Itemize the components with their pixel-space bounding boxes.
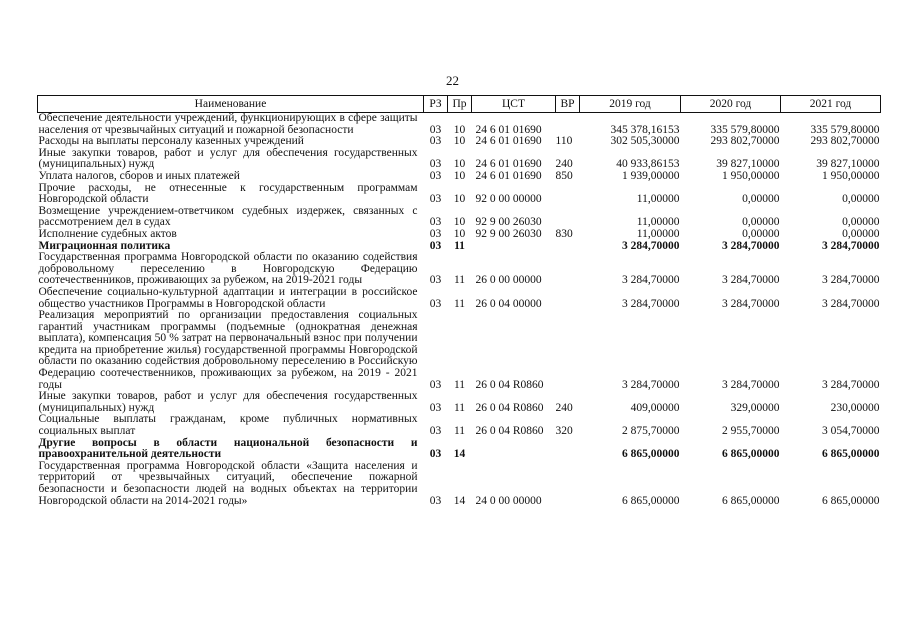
table-row <box>38 206 881 229</box>
row-name: Государственная программа Новгородской области по оказанию содействия добровольному переселению в Новгородскую Федерацию соотечественников, проживающих за рубежом, на 2019-2021 годы <box>38 251 418 287</box>
row-vr <box>556 461 580 507</box>
row-name: Обеспечение деятельности учреждений, функционирующих в сфере защиты населения от чрезвычайных ситуаций и пожарной безопасности <box>38 112 418 136</box>
row-value-2020: 3 284,70000 <box>722 274 780 287</box>
row-value-2020: 0,00000 <box>742 216 780 229</box>
row-value-2020: 3 284,70000 <box>722 378 780 391</box>
row-pr: 10 <box>453 193 466 206</box>
row-cst: 24 6 01 01690 <box>475 135 542 148</box>
row-value-2019: 3 284,70000 <box>622 274 680 287</box>
row-pr: 11 <box>454 239 465 252</box>
column-header-cst: ЦСТ <box>472 96 556 113</box>
row-name: Прочие расходы, не отнесенные к государственным программам Новгородской области <box>38 181 418 206</box>
row-name: Исполнение судебных актов <box>38 227 177 240</box>
row-value-2021: 3 284,70000 <box>822 378 880 391</box>
row-vr: 240 <box>555 401 573 414</box>
row-pr: 11 <box>453 401 466 414</box>
row-rz: 03 <box>429 216 442 229</box>
row-value-2021: 230,00000 <box>830 401 880 414</box>
row-rz: 03 <box>429 274 442 287</box>
budget-table <box>37 95 881 507</box>
table-row <box>38 171 881 183</box>
table-row <box>38 461 881 507</box>
row-value-2021: 293 802,70000 <box>810 135 880 148</box>
row-rz: 03 <box>429 378 442 391</box>
row-cst: 92 0 00 00000 <box>475 193 542 206</box>
column-header-name: Наименование <box>38 96 424 113</box>
table-row <box>38 113 881 137</box>
row-rz: 03 <box>429 227 442 240</box>
row-value-2020: 3 284,70000 <box>722 297 780 310</box>
row-name: Расходы на выплаты персоналу казенных учреждений <box>38 135 304 148</box>
row-cst: 26 0 04 00000 <box>475 297 542 310</box>
row-rz: 03 <box>429 193 442 206</box>
table-header-row <box>38 96 881 113</box>
row-pr: 14 <box>453 494 466 507</box>
row-value-2020: 6 865,00000 <box>722 448 780 461</box>
row-vr <box>556 183 580 206</box>
table-row <box>38 438 881 461</box>
row-vr <box>556 113 580 137</box>
row-vr <box>556 252 580 287</box>
row-name: Государственная программа Новгородской области «Защита населения и территорий от чрезвычайных ситуаций, обеспечение пожарной безопасности и безопасности людей на водных объектах на территории Новгородской области на 2014-2021 годы» <box>38 459 418 507</box>
row-value-2020: 0,00000 <box>742 227 780 240</box>
row-rz: 03 <box>429 239 442 252</box>
row-value-2019: 409,00000 <box>630 401 680 414</box>
column-header-2019: 2019 год <box>580 96 681 113</box>
table-row <box>38 229 881 241</box>
table-body <box>38 113 881 508</box>
row-value-2021: 6 865,00000 <box>822 494 880 507</box>
row-vr <box>556 241 580 253</box>
row-name: Реализация мероприятий по организации предоставления социальных гарантий участникам программы (подъемные (однократная денежная выплата), компенсация 50 % затрат на первоначальный взнос при получении кредита на приобретение жилья) государственной программы Новгородской области по оказанию содействия добровольному переселению в Российскую Федерацию соотечественников, проживающих за рубежом, на 2019 - 2021 годы <box>38 309 418 391</box>
row-pr: 11 <box>453 378 466 391</box>
row-value-2020: 3 284,70000 <box>722 239 780 252</box>
row-value-2021: 3 284,70000 <box>822 297 880 310</box>
column-header-2020: 2020 год <box>681 96 781 113</box>
row-value-2020: 1 950,00000 <box>722 169 780 182</box>
row-name: Иные закупки товаров, работ и услуг для обеспечения государственных (муниципальных) нужд <box>38 146 418 171</box>
row-vr: 320 <box>555 425 573 438</box>
row-value-2021: 0,00000 <box>842 216 880 229</box>
row-rz: 03 <box>429 123 442 136</box>
row-cst: 92 9 00 26030 <box>475 216 542 229</box>
column-header-vr: ВР <box>556 96 580 113</box>
row-name: Возмещение учреждением-ответчиком судебных издержек, связанных с рассмотрением дел в судах <box>38 204 418 229</box>
row-value-2019: 40 933,86153 <box>616 158 680 171</box>
row-value-2019: 345 378,16153 <box>610 123 680 136</box>
row-value-2021: 0,00000 <box>842 227 880 240</box>
row-rz: 03 <box>429 425 442 438</box>
row-rz: 03 <box>429 135 442 148</box>
row-value-2019: 11,00000 <box>636 216 680 229</box>
table-row <box>38 310 881 391</box>
row-value-2021: 335 579,80000 <box>810 123 880 136</box>
row-rz: 03 <box>429 169 442 182</box>
row-cst: 26 0 00 00000 <box>475 274 542 287</box>
row-cst: 24 0 00 00000 <box>475 494 542 507</box>
row-value-2021: 1 950,00000 <box>822 169 880 182</box>
row-vr <box>556 206 580 229</box>
row-value-2019: 11,00000 <box>636 227 680 240</box>
row-pr: 10 <box>453 135 466 148</box>
row-rz: 03 <box>429 158 442 171</box>
row-pr: 10 <box>453 169 466 182</box>
column-header-2021: 2021 год <box>781 96 881 113</box>
row-value-2019: 2 875,70000 <box>622 425 680 438</box>
row-value-2019: 302 505,30000 <box>610 135 680 148</box>
row-name: Иные закупки товаров, работ и услуг для обеспечения государственных (муниципальных) нужд <box>38 390 418 414</box>
row-name: Обеспечение социально-культурной адаптации и интеграции в российское общество участников Программы в Новгородской области <box>38 285 418 310</box>
row-value-2019: 3 284,70000 <box>622 378 680 391</box>
row-cst: 24 6 01 01690 <box>475 123 542 136</box>
row-cst <box>472 438 556 461</box>
row-rz: 03 <box>429 494 442 507</box>
row-vr: 110 <box>555 135 573 148</box>
table-row <box>38 287 881 310</box>
row-value-2019: 1 939,00000 <box>622 169 680 182</box>
row-cst <box>472 241 556 253</box>
row-pr: 10 <box>453 227 466 240</box>
row-vr: 850 <box>555 169 573 182</box>
row-value-2021: 3 054,70000 <box>822 425 880 438</box>
row-pr: 11 <box>453 297 466 310</box>
row-rz: 03 <box>429 297 442 310</box>
row-cst: 24 6 01 01690 <box>475 158 542 171</box>
row-rz: 03 <box>429 448 442 461</box>
row-name: Другие вопросы в области национальной безопасности и правоохранительной деятельности <box>38 436 418 461</box>
row-value-2020: 6 865,00000 <box>722 494 780 507</box>
row-vr: 240 <box>555 158 573 171</box>
row-value-2020: 293 802,70000 <box>710 135 780 148</box>
row-name: Социальные выплаты гражданам, кроме публичных нормативных социальных выплат <box>38 413 418 438</box>
row-vr: 830 <box>555 227 573 240</box>
row-cst: 26 0 04 R0860 <box>475 401 544 414</box>
row-value-2021: 3 284,70000 <box>822 274 880 287</box>
row-value-2019: 3 284,70000 <box>622 297 680 310</box>
table-row <box>38 183 881 206</box>
row-value-2020: 0,00000 <box>742 193 780 206</box>
row-value-2021: 0,00000 <box>842 193 880 206</box>
row-vr <box>556 438 580 461</box>
row-value-2019: 6 865,00000 <box>622 448 680 461</box>
row-name: Уплата налогов, сборов и иных платежей <box>38 169 240 182</box>
table-row <box>38 391 881 414</box>
row-value-2019: 3 284,70000 <box>622 239 680 252</box>
table-row <box>38 148 881 171</box>
row-cst: 92 9 00 26030 <box>475 227 542 240</box>
row-value-2021: 39 827,10000 <box>816 158 880 171</box>
row-cst: 24 6 01 01690 <box>475 169 542 182</box>
row-value-2020: 2 955,70000 <box>722 425 780 438</box>
row-vr <box>556 310 580 391</box>
row-value-2019: 11,00000 <box>636 193 680 206</box>
row-pr: 14 <box>453 448 466 461</box>
row-value-2019: 6 865,00000 <box>622 494 680 507</box>
column-header-rz: РЗ <box>424 96 448 113</box>
row-pr: 10 <box>453 158 466 171</box>
page-number: 22 <box>446 73 459 88</box>
column-header-pr: Пр <box>448 96 472 113</box>
row-value-2020: 329,00000 <box>730 401 780 414</box>
row-cst: 26 0 04 R0860 <box>475 378 544 391</box>
row-value-2020: 39 827,10000 <box>716 158 780 171</box>
table-row <box>38 414 881 437</box>
row-rz: 03 <box>429 401 442 414</box>
table-row <box>38 252 881 287</box>
row-pr: 10 <box>453 216 466 229</box>
row-value-2020: 335 579,80000 <box>710 123 780 136</box>
row-vr <box>556 287 580 310</box>
row-pr: 11 <box>453 425 466 438</box>
row-value-2021: 6 865,00000 <box>822 448 880 461</box>
row-name: Миграционная политика <box>38 239 171 252</box>
row-pr: 10 <box>453 123 466 136</box>
row-pr: 11 <box>453 274 466 287</box>
row-cst: 26 0 04 R0860 <box>475 425 544 438</box>
row-value-2021: 3 284,70000 <box>822 239 880 252</box>
